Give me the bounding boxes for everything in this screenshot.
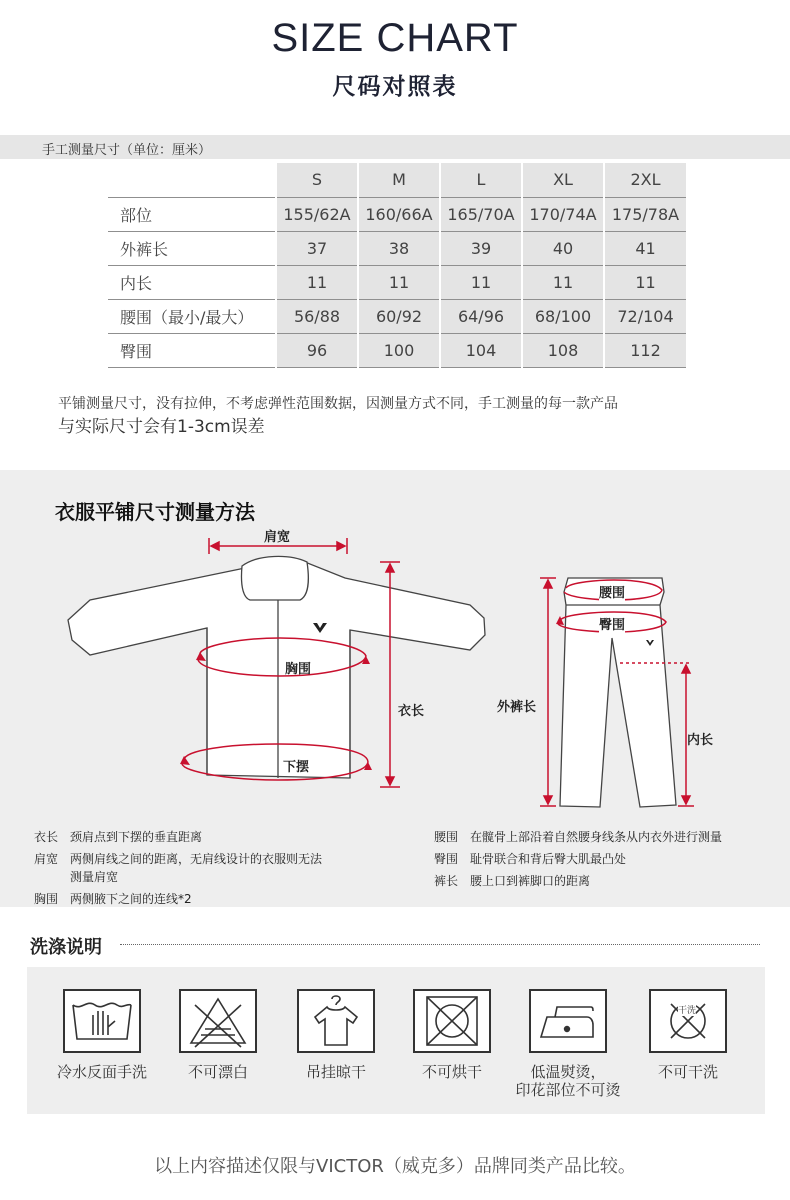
legend-item	[434, 850, 722, 868]
table-header-blank	[108, 163, 276, 197]
table-cell: 40	[522, 231, 604, 265]
table-cell: 56/88	[276, 299, 358, 333]
legend-item	[34, 850, 322, 868]
legend-desc: 两侧肩线之间的距离，无肩线设计的衣服则无法	[70, 852, 323, 866]
legend-term: 裤长	[434, 874, 459, 888]
wash-label-line-2: 印花部位不可烫	[515, 1081, 621, 1099]
label-hip: 臀围	[599, 614, 625, 633]
legend-item	[434, 828, 722, 846]
wash-label: 冷水反面手洗	[56, 1063, 147, 1081]
table-cell: 104	[440, 333, 522, 367]
table-cell: 39	[440, 231, 522, 265]
outseam-arrow	[540, 578, 556, 806]
dry-clean-badge: 干洗	[678, 1003, 696, 1016]
size-header: L	[440, 163, 522, 197]
unit-note: 手工测量尺寸（单位：厘米）	[42, 143, 212, 158]
table-cell: 11	[522, 265, 604, 299]
row-label: 腰围（最小/最大）	[108, 299, 276, 333]
table-row	[108, 265, 686, 299]
note-line-1: 平铺测量尺寸，没有拉伸，不考虑弹性范围数据，因测量方式不同，手工测量的每一款产品	[58, 396, 618, 412]
low-iron-icon	[529, 989, 607, 1053]
no-tumble-dry-icon	[413, 989, 491, 1053]
table-cell: 175/78A	[604, 197, 686, 231]
wash-label: 不可干洗	[657, 1063, 718, 1081]
measurement-note	[58, 394, 618, 437]
measurement-section	[0, 470, 790, 907]
label-inseam: 内长	[687, 729, 713, 748]
legend-desc-cont: 测量肩宽	[70, 870, 119, 884]
label-length: 衣长	[398, 700, 424, 719]
size-header: 2XL	[604, 163, 686, 197]
table-row	[108, 299, 686, 333]
label-hem: 下摆	[283, 756, 309, 775]
table-cell: 112	[604, 333, 686, 367]
legend-desc: 颈肩点到下摆的垂直距离	[70, 830, 203, 844]
unit-bar	[0, 135, 790, 159]
table-cell: 11	[276, 265, 358, 299]
table-cell: 11	[358, 265, 440, 299]
header	[0, 0, 790, 135]
legend-desc: 腰上口到裤脚口的距离	[470, 874, 591, 888]
legend-left	[34, 828, 322, 908]
legend-item	[434, 872, 722, 890]
table-cell: 60/92	[358, 299, 440, 333]
legend-right	[434, 828, 722, 890]
wash-divider	[120, 944, 760, 945]
title-cn: 尺码对照表	[332, 74, 458, 100]
table-cell: 37	[276, 231, 358, 265]
no-dry-clean-icon	[649, 989, 727, 1053]
table-cell: 165/70A	[440, 197, 522, 231]
label-waist: 腰围	[599, 582, 625, 601]
footer-disclaimer: 以上内容描述仅限与VICTOR（威克多）品牌同类产品比较。	[154, 1156, 636, 1177]
table-cell: 155/62A	[276, 197, 358, 231]
legend-desc: 两侧腋下之间的连线*2	[70, 892, 192, 906]
table-cell: 108	[522, 333, 604, 367]
legend-term: 胸围	[34, 892, 59, 906]
table-header-row	[108, 163, 686, 197]
hang-dry-icon	[297, 989, 375, 1053]
table-cell: 41	[604, 231, 686, 265]
table-cell: 11	[440, 265, 522, 299]
table-row	[108, 231, 686, 265]
row-label: 部位	[108, 197, 276, 231]
row-label: 内长	[108, 265, 276, 299]
size-header: S	[276, 163, 358, 197]
title-en: SIZE CHART	[271, 16, 519, 60]
label-shoulder: 肩宽	[264, 526, 290, 545]
table-cell: 72/104	[604, 299, 686, 333]
jacket-illustration	[68, 556, 485, 778]
wash-label-line-1: 低温熨烫，	[530, 1063, 606, 1081]
table-row	[108, 333, 686, 367]
legend-term: 衣长	[34, 830, 59, 844]
legend-item	[34, 828, 322, 846]
legend-term: 臀围	[434, 852, 459, 866]
note-line-2: 与实际尺寸会有1-3cm误差	[58, 417, 265, 437]
wash-title: 洗涤说明	[30, 937, 102, 958]
wash-label: 不可烘干	[421, 1063, 482, 1081]
size-table	[108, 163, 686, 368]
label-chest: 胸围	[285, 662, 312, 677]
hand-wash-icon	[63, 989, 141, 1053]
table-cell: 68/100	[522, 299, 604, 333]
wash-label	[503, 1063, 633, 1099]
label-outseam: 外裤长	[497, 696, 536, 715]
wash-label: 吊挂晾干	[305, 1063, 366, 1081]
size-header: XL	[522, 163, 604, 197]
row-label: 外裤长	[108, 231, 276, 265]
wash-label: 不可漂白	[187, 1063, 248, 1081]
legend-desc: 耻骨联合和背后臀大肌最凸处	[470, 852, 627, 866]
no-bleach-icon	[179, 989, 257, 1053]
table-cell: 100	[358, 333, 440, 367]
wash-panel	[27, 967, 765, 1114]
table-cell: 38	[358, 231, 440, 265]
table-cell: 170/74A	[522, 197, 604, 231]
measurement-title: 衣服平铺尺寸测量方法	[55, 500, 255, 524]
row-label: 臀围	[108, 333, 276, 367]
legend-desc: 在髋骨上部沿着自然腰身线条从内衣外进行测量	[470, 830, 723, 844]
table-row	[108, 197, 686, 231]
legend-item	[34, 890, 322, 908]
table-cell: 11	[604, 265, 686, 299]
size-header: M	[358, 163, 440, 197]
table-cell: 64/96	[440, 299, 522, 333]
legend-term: 腰围	[434, 830, 459, 844]
table-cell: 160/66A	[358, 197, 440, 231]
table-cell: 96	[276, 333, 358, 367]
legend-term: 肩宽	[34, 852, 59, 866]
